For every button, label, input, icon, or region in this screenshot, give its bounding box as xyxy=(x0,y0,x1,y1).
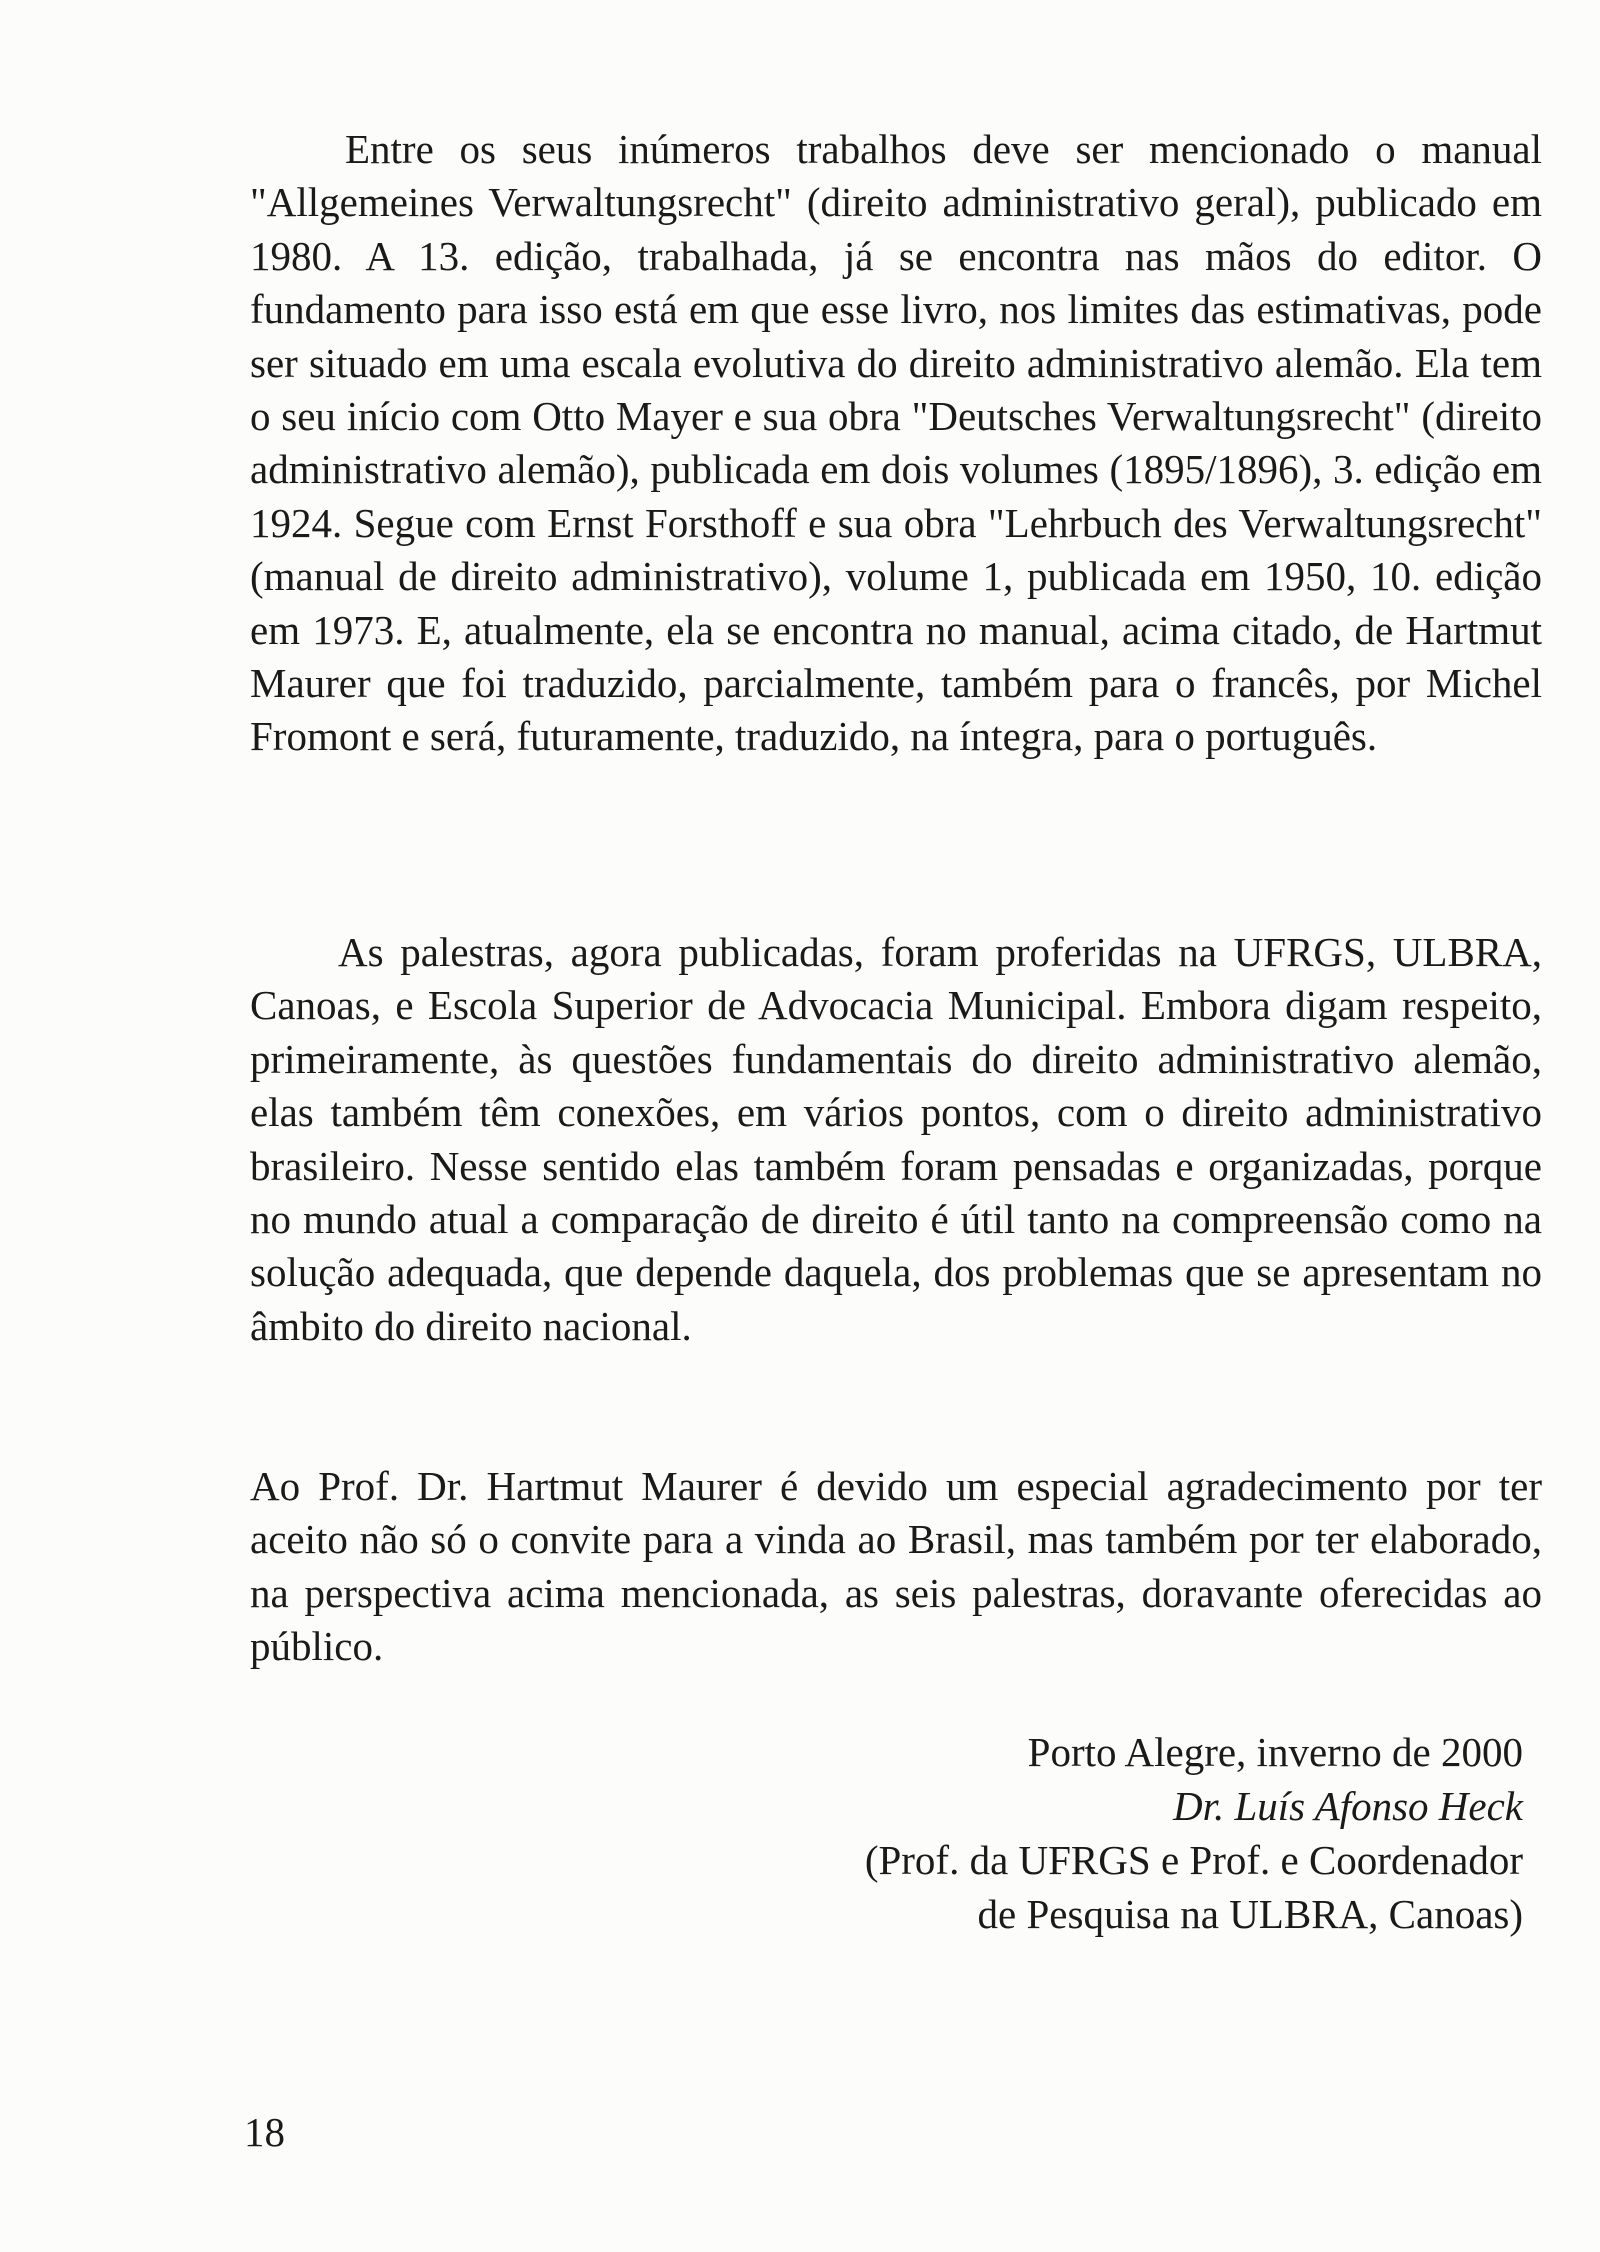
page-number: 18 xyxy=(244,2109,285,2155)
signature-affiliation-line-1: (Prof. da UFRGS e Prof. e Coordenador xyxy=(864,1837,1523,1883)
paragraph-acknowledgement: Ao Prof. Dr. Hartmut Maurer é devido um especial agradecimento por ter aceito não só o convite para a vinda ao Brasil, mas também por ter elaborado, na perspectiva acima mencionada, as seis palestras, doravante oferecidas ao público. xyxy=(250,1463,1542,1670)
signature-place-date: Porto Alegre, inverno de 2000 xyxy=(1027,1729,1523,1775)
signature-block xyxy=(865,1725,1523,1941)
signature-name: Dr. Luís Afonso Heck xyxy=(1172,1783,1523,1829)
paragraph-lectures: As palestras, agora publicadas, foram proferidas na UFRGS, ULBRA, Canoas, e Escola Superior de Advocacia Municipal. Embora digam respeito, primeiramente, às questões fundamentais do direito administrativo alemão, elas também têm conexões, em vários pontos, com o direito administrativo brasileiro. Nesse sentido elas também foram pensadas e organizadas, porque no mundo atual a comparação de direito é útil tanto na compreensão como na solução adequada, que depende daquela, dos problemas que se apresentam no âmbito do direito nacional. xyxy=(250,929,1542,1349)
signature-affiliation-line-2: de Pesquisa na ULBRA, Canoas) xyxy=(977,1891,1523,1937)
paragraph-works: Entre os seus inúmeros trabalhos deve ser mencionado o manual "Allgemeines Verwaltungsrecht" (direito administrativo geral), publicado em 1980. A 13. edição, trabalhada, já se encontra nas mãos do editor. O fundamento para isso está em que esse livro, nos limites das estimativas, pode ser situado em uma escala evolutiva do direito administrativo alemão. Ela tem o seu início com Otto Mayer e sua obra "Deutsches Verwaltungsrecht" (direito administrativo alemão), publicada em dois volumes (1895/1896), 3. edição em 1924. Segue com Ernst Forsthoff e sua obra "Lehrbuch des Verwaltungsrecht" (manual de direito administrativo), volume 1, publicada em 1950, 10. edição em 1973. E, atualmente, ela se encontra no manual, acima citado, de Hartmut Maurer que foi traduzido, parcialmente, também para o francês, por Michel Fromont e será, futuramente, traduzido, na íntegra, para o português. xyxy=(250,126,1542,760)
